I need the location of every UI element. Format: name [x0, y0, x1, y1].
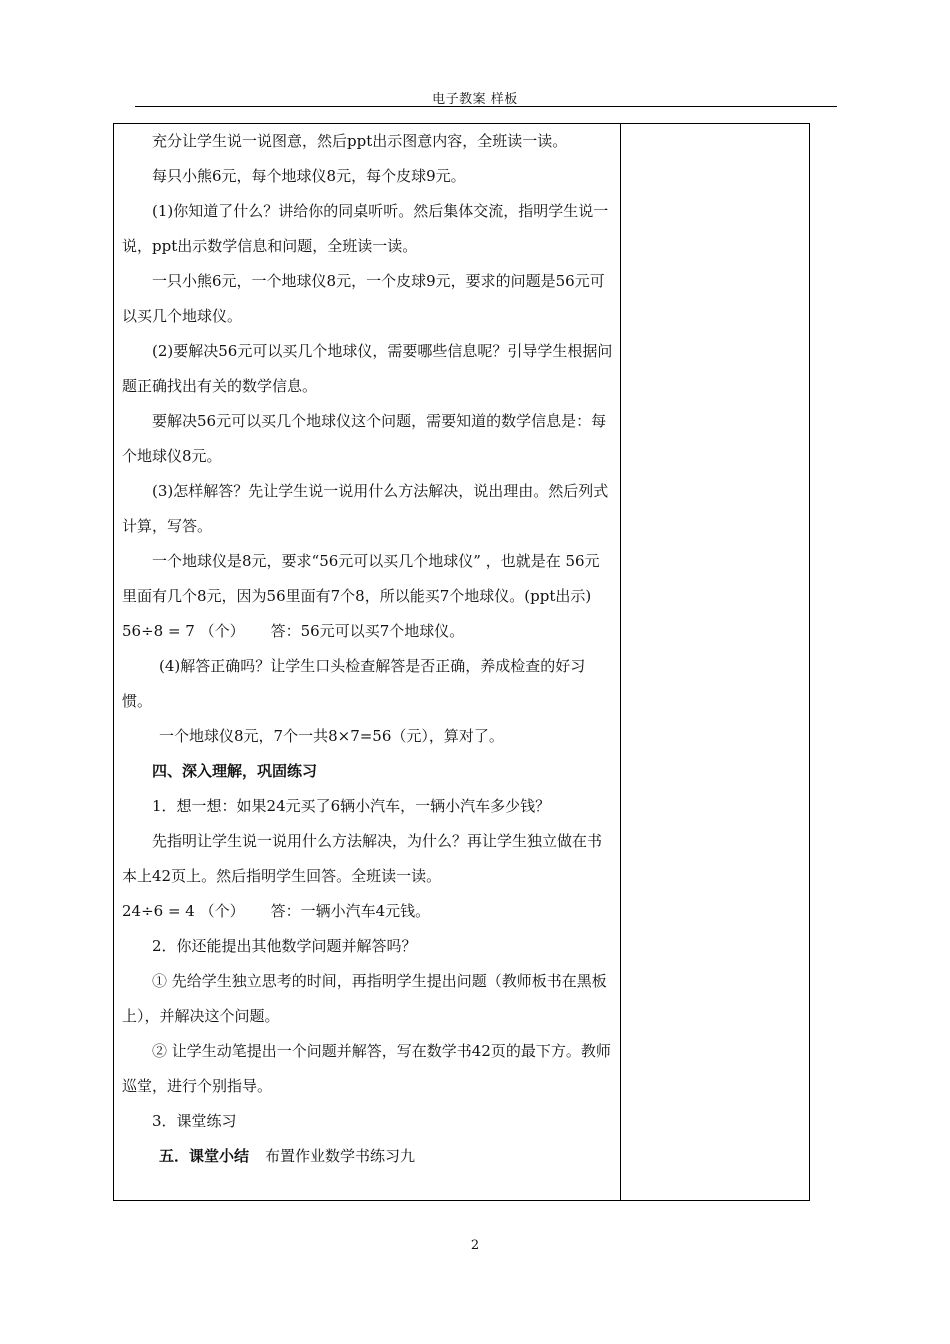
equation: 56÷8 = 7 （个） — [122, 622, 245, 640]
paragraph: 充分让学生说一说图意，然后ppt出示图意内容，全班读一读。 — [152, 132, 568, 150]
paragraph: 要解决56元可以买几个地球仪这个问题，需要知道的数学信息是：每个地球仪8元。 — [122, 412, 607, 465]
homework: 布置作业数学书练习九 — [265, 1147, 416, 1165]
equation: 24÷6 = 4 （个） — [122, 902, 245, 920]
question: 1．想一想：如果24元买了6辆小汽车，一辆小汽车多少钱？ — [152, 797, 551, 815]
paragraph: (2)要解决56元可以买几个地球仪，需要哪些信息呢？引导学生根据问题正确找出有关的数学信息。 — [122, 342, 613, 395]
answer: 答：一辆小汽车4元钱。 — [270, 902, 431, 920]
paragraph: 每只小熊6元，每个地球仪8元，每个皮球9元。 — [152, 167, 466, 185]
paragraph: ① 先给学生独立思考的时间，再指明学生提出问题（教师板书在黑板上），并解决这个问题。 — [122, 972, 607, 1025]
summary-line — [122, 1139, 614, 1174]
answer: 答：56元可以买7个地球仪。 — [270, 622, 465, 640]
page-number: 2 — [470, 1238, 480, 1253]
paragraph: 一只小熊6元，一个地球仪8元，一个皮球9元，要求的问题是56元可以买几个地球仪。 — [122, 272, 605, 325]
header-rule — [135, 106, 837, 107]
paragraph: (4)解答正确吗？让学生口头检查解答是否正确，养成检查的好习惯。 — [122, 657, 586, 710]
equation-line — [122, 614, 614, 649]
question: 2．你还能提出其他数学问题并解答吗？ — [152, 937, 417, 955]
equation-line — [122, 894, 614, 929]
paragraph: (3)怎样解答？先让学生说一说用什么方法解决，说出理由。然后列式计算，写答。 — [122, 482, 609, 535]
paragraph: ② 让学生动笔提出一个问题并解答，写在数学书42页的最下方。教师巡堂，进行个别指导。 — [122, 1042, 611, 1095]
table-column-divider — [620, 123, 621, 1201]
paragraph: 一个地球仪8元，7个一共8×7=56（元），算对了。 — [159, 727, 504, 745]
section-heading: 四、深入理解，巩固练习 — [152, 762, 318, 780]
section-heading: 五．课堂小结 — [159, 1147, 250, 1165]
page-header: 电子教案 样板 — [432, 92, 518, 107]
paragraph: 一个地球仪是8元，要求“56元可以买几个地球仪” ，也就是在 56元里面有几个8元，因为56里面有7个8，所以能买7个地球仪。(ppt出示) — [122, 552, 600, 605]
lesson-content — [122, 124, 614, 1174]
question: 3．课堂练习 — [152, 1112, 237, 1130]
paragraph: (1)你知道了什么？讲给你的同桌听听。然后集体交流，指明学生说一说，ppt出示数学信息和问题，全班读一读。 — [122, 202, 609, 255]
paragraph: 先指明让学生说一说用什么方法解决，为什么？再让学生独立做在书本上42页上。然后指明学生回答。全班读一读。 — [122, 832, 603, 885]
